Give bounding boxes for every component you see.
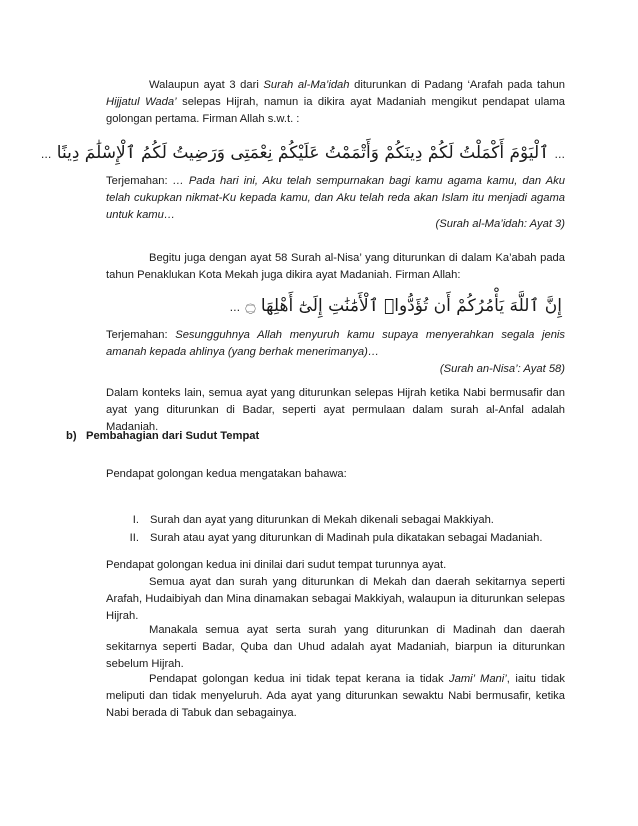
translation-text: Sesungguhnya Allah menyuruh kamu supaya menyerahkan segala jenis amanah kepada ahlinya (yang berhak menerimanya)… (106, 329, 566, 358)
translation-nisa (106, 327, 565, 361)
text-run: Pendapat golongan kedua ini tidak tepat kerana ia tidak (149, 673, 450, 685)
paragraph-context: Dalam konteks lain, semua ayat yang diturunkan selepas Hijrah ketika Nabi bermusafir dan ayat yang diturunkan di Badar, seperti ayat permulaan dalam surah al-Anfal adalah Madaniah. (106, 387, 565, 433)
text-run: diturunkan di Padang ‘Arafah pada tahun (349, 79, 565, 91)
translation-label: Terjemahan: (106, 329, 176, 341)
jami-mani-term: Jami’ Mani’ (449, 673, 507, 685)
list-text: Surah dan ayat yang diturunkan di Mekah dikenali sebagai Makkiyah. (150, 514, 494, 526)
heading-text: Pembahagian dari Sudut Tempat (86, 430, 260, 442)
paragraph-second-group: Pendapat golongan kedua mengatakan bahawa: (106, 468, 347, 480)
paragraph-assessment: Pendapat golongan kedua ini dinilai dari sudut tempat turunnya ayat. (106, 559, 447, 571)
heading-label: b) (66, 430, 77, 442)
arabic-text: ٱلْيَوْمَ أَكْمَلْتُ لَكُمْ دِينَكُمْ وَأَتْمَمْتُ عَلَيْكُمْ نِعْمَتِى وَرَضِيتُ لَكُمُ ٱلْإِسْلَٰمَ دِينًا (56, 143, 550, 163)
arabic-verse-nisa (229, 293, 562, 321)
text-run: , iaitu tidak meliputi dan tidak menyeluruh. Ada ayat yang diturunkan sewaktu Nabi bermusafir, ketika Nabi berada di Tabuk dan sebagainya. (106, 673, 565, 719)
paragraph-madaniah: Manakala semua ayat serta surah yang diturunkan di Madinah dan daerah sekitarnya seperti Badar, Quba dan Uhud adalah ayat Madaniah, biarpun ia diturunkan sebelum Hijrah. (106, 624, 565, 670)
list-text: Surah atau ayat yang diturunkan di Madinah pula dikatakan sebagai Madaniah. (150, 532, 543, 544)
ellipsis: ... (229, 301, 241, 314)
arabic-text: إِنَّ ٱللَّهَ يَأْمُرُكُمْ أَن تُؤَدُّوا۟ ٱلْأَمَٰنَٰتِ إِلَىٰٓ أَهْلِهَا ۝ (245, 296, 562, 316)
translation-text: … Pada hari ini, Aku telah sempurnakan bagi kamu agama kamu, dan Aku telah cukupkan nikmat-Ku kepada kamu, dan Aku telah reda akan Islam itu menjadi agama untuk kamu… (106, 175, 566, 221)
text-run: selepas Hijrah, namun ia dikira ayat Madaniah mengikut pendapat ulama golongan pertama. Firman Allah s.w.t. : (106, 96, 565, 125)
paragraph-makkiyah: Semua ayat dan surah yang diturunkan di Mekah dan daerah sekitarnya seperti Arafah, Hudaibiyah dan Mina dinamakan sebagai Makkiyah, walaupun ia diturunkan selepas Hijrah. (106, 576, 565, 622)
citation-maidah: (Surah al-Ma’idah: Ayat 3) (435, 218, 565, 230)
text-run: Walaupun ayat 3 dari (149, 79, 264, 91)
arabic-verse-maidah (40, 140, 565, 168)
paragraph-intro-maidah (106, 77, 565, 128)
ellipsis: ... (40, 148, 52, 161)
paragraph-critique (106, 671, 565, 722)
list-number: II. (129, 532, 139, 544)
citation-nisa: (Surah an-Nisa’: Ayat 58) (439, 363, 565, 375)
section-heading (66, 428, 259, 445)
hijjatul-wada-term: Hijjatul Wada’ (106, 96, 177, 108)
ellipsis: ... (554, 148, 565, 161)
paragraph-nisa: Begitu juga dengan ayat 58 Surah al-Nisa’ yang diturunkan di dalam Ka’abah pada tahun Penaklukan Kota Mekah juga dikira ayat Madaniah. Firman Allah: (106, 252, 565, 281)
translation-label: Terjemahan: (106, 175, 173, 187)
list-number: I. (132, 514, 139, 526)
surah-name: Surah al-Ma’idah (263, 79, 350, 91)
